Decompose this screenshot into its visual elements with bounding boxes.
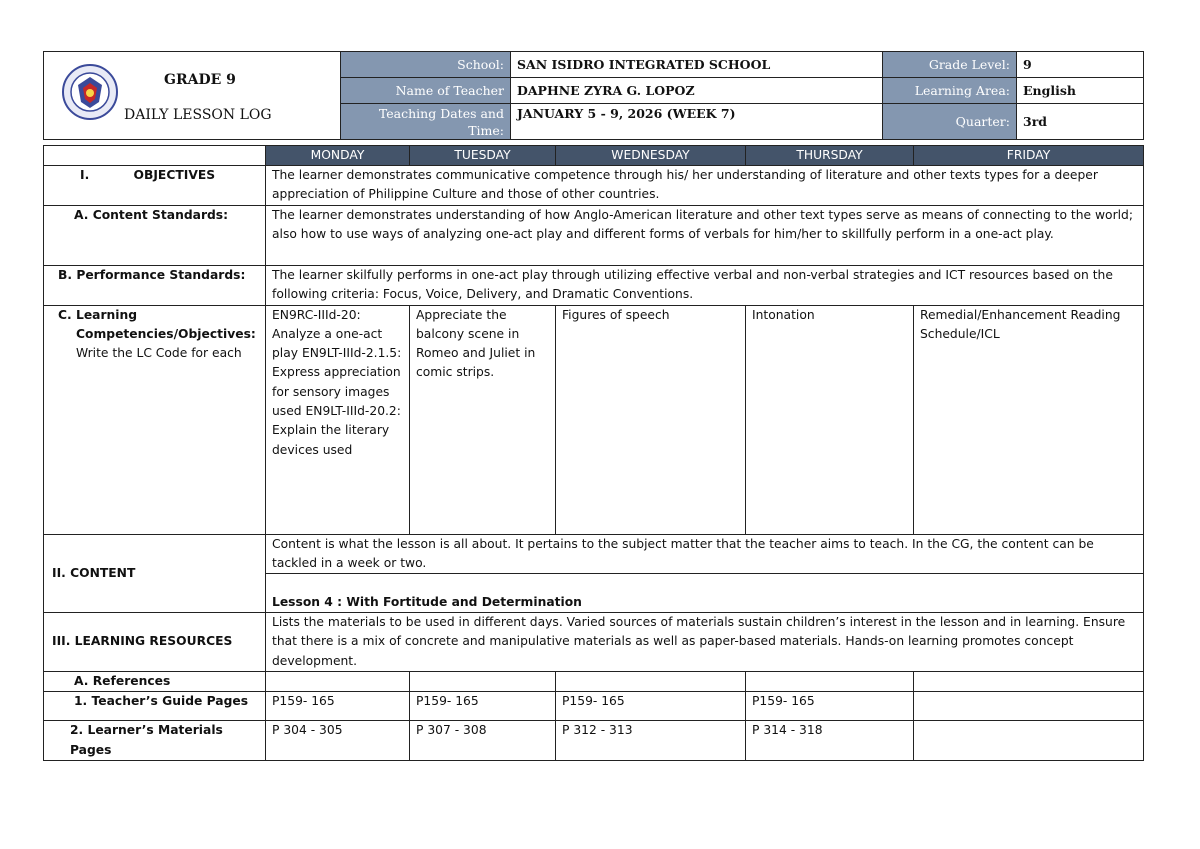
school-value: SAN ISIDRO INTEGRATED SCHOOL	[511, 52, 883, 78]
learning-resources-text: Lists the materials to be used in different days. Varied sources of materials sustain children’s interest in the lesson and in learning. Ensure that there is a mix of concrete and manipulative materials as well as paper-based materials. Hands-on learning promotes concept development.	[266, 613, 1144, 672]
teachers-guide-thursday: P159- 165	[746, 692, 914, 721]
learners-materials-monday: P 304 - 305	[266, 721, 410, 761]
teachers-guide-label: 1. Teacher’s Guide Pages	[44, 692, 266, 721]
references-row	[44, 672, 1144, 692]
day-header-thursday: THURSDAY	[746, 146, 914, 166]
objectives-label-text: OBJECTIVES	[133, 168, 216, 182]
grade-title: GRADE 9	[164, 72, 236, 88]
competencies-tuesday: Appreciate the balcony scene in Romeo and Juliet in comic strips.	[410, 305, 556, 534]
day-header-tuesday: TUESDAY	[410, 146, 556, 166]
learners-materials-thursday: P 314 - 318	[746, 721, 914, 761]
teachers-guide-monday: P159- 165	[266, 692, 410, 721]
learning-resources-row	[44, 613, 1144, 672]
teaching-dates-value: JANUARY 5 - 9, 2026 (WEEK 7)	[511, 104, 883, 140]
school-label: School:	[341, 52, 511, 78]
grade-level-label: Grade Level:	[883, 52, 1017, 78]
references-monday	[266, 672, 410, 692]
performance-standards-label: B. Performance Standards:	[44, 265, 266, 305]
deped-seal-icon	[62, 64, 118, 120]
content-standards-row	[44, 205, 1144, 265]
content-row	[44, 534, 1144, 574]
competencies-thursday: Intonation	[746, 305, 914, 534]
learning-area-label: Learning Area:	[883, 78, 1017, 104]
references-label: A. References	[44, 672, 266, 692]
learners-materials-tuesday: P 307 - 308	[410, 721, 556, 761]
competencies-monday: EN9RC-IIId-20: Analyze a one-act play EN9LT-IIId-2.1.5: Express appreciation for sensory images used EN9LT-IIId-20.2: Explain the literary devices used	[266, 305, 410, 534]
quarter-value: 3rd	[1017, 104, 1144, 140]
day-header-monday: MONDAY	[266, 146, 410, 166]
content-standards-text: The learner demonstrates understanding of how Anglo-American literature and other text types serve as means of connecting to the world; also how to use ways of analyzing one-act play and different forms of verbals for him/her to skillfully perform in a one-act play.	[266, 205, 1144, 265]
lesson-log-table	[43, 145, 1144, 761]
performance-standards-row	[44, 265, 1144, 305]
teachers-guide-wednesday: P159- 165	[556, 692, 746, 721]
teachers-guide-friday	[914, 692, 1144, 721]
teachers-guide-row	[44, 692, 1144, 721]
competencies-row	[44, 305, 1144, 534]
objectives-text: The learner demonstrates communicative competence through his/ her understanding of literature and other texts types for a deeper appreciation of Philippine Culture and those of other countries.	[266, 166, 1144, 206]
teacher-value: DAPHNE ZYRA G. LOPOZ	[511, 78, 883, 104]
teacher-label: Name of Teacher	[341, 78, 511, 104]
references-wednesday	[556, 672, 746, 692]
day-header-wednesday: WEDNESDAY	[556, 146, 746, 166]
log-title: DAILY LESSON LOG	[124, 107, 272, 123]
content-text: Content is what the lesson is all about. It pertains to the subject matter that the teacher aims to teach. In the CG, the content can be tackled in a week or two.	[266, 534, 1144, 574]
grade-level-value: 9	[1017, 52, 1144, 78]
quarter-label: Quarter:	[883, 104, 1017, 140]
learners-materials-friday	[914, 721, 1144, 761]
objectives-label	[44, 166, 266, 206]
competencies-label-note: Write the LC Code for each	[76, 346, 242, 361]
lesson-title: Lesson 4 : With Fortitude and Determination	[266, 574, 1144, 613]
content-label: II. CONTENT	[44, 534, 266, 613]
day-header-blank	[44, 146, 266, 166]
learning-area-value: English	[1017, 78, 1144, 104]
learners-materials-row	[44, 721, 1144, 761]
competencies-label-line2: Competencies/Objectives:	[76, 326, 256, 341]
day-header-row	[44, 146, 1144, 166]
teaching-dates-label-text: Teaching Dates and Time:	[378, 106, 504, 138]
teaching-dates-label	[341, 104, 511, 140]
competencies-label	[44, 305, 266, 534]
content-standards-label: A. Content Standards:	[44, 205, 266, 265]
objectives-number: I.	[80, 168, 90, 182]
header-title-cell	[44, 52, 341, 140]
references-friday	[914, 672, 1144, 692]
references-tuesday	[410, 672, 556, 692]
competencies-wednesday: Figures of speech	[556, 305, 746, 534]
day-header-friday: FRIDAY	[914, 146, 1144, 166]
learning-resources-label: III. LEARNING RESOURCES	[44, 613, 266, 672]
learners-materials-label: 2. Learner’s Materials Pages	[44, 721, 266, 761]
performance-standards-text: The learner skilfully performs in one-act play through utilizing effective verbal and non-verbal strategies and ICT resources based on the following criteria: Focus, Voice, Delivery, and Dramatic Conventions.	[266, 265, 1144, 305]
competencies-friday: Remedial/Enhancement Reading Schedule/ICL	[914, 305, 1144, 534]
references-thursday	[746, 672, 914, 692]
learners-materials-wednesday: P 312 - 313	[556, 721, 746, 761]
teachers-guide-tuesday: P159- 165	[410, 692, 556, 721]
header-table	[43, 51, 1144, 140]
competencies-label-line1: C. Learning	[58, 307, 138, 322]
objectives-row	[44, 166, 1144, 206]
